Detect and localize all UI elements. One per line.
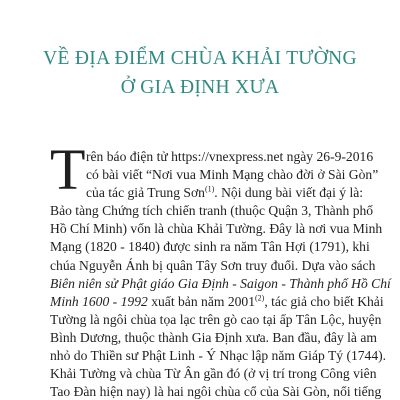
drop-cap: T bbox=[50, 137, 86, 202]
paragraph-line bbox=[50, 293, 384, 311]
paragraph-line: Tao Đàn hiện nay) là hai ngôi chùa cổ của Sài Gòn, nổi tiếng bbox=[50, 384, 382, 400]
paragraph-line: Tường là ngôi chùa tọa lạc trên gò cao tại ấp Tân Lộc, huyện bbox=[50, 311, 382, 327]
paragraph-line: có bài viết “Nơi vua Minh Mạng chào đời ở Sài Gòn” bbox=[86, 167, 379, 183]
paragraph-line: Hồ Chí Minh) vốn là chùa Khải Tường. Đây là nơi vua Minh bbox=[50, 221, 383, 237]
body-paragraph bbox=[50, 148, 391, 400]
paragraph-line: Bình Dương, thuộc thành Gia Định xưa. Ban đầu, đây là am bbox=[50, 329, 377, 345]
paragraph-line: Mạng (1820 - 1840) được sinh ra năm Tân Hợi (1791), khi bbox=[50, 239, 370, 255]
paragraph-line: chúa Nguyễn Ánh bị quân Tây Sơn truy đuổi. Dựa vào sách bbox=[50, 257, 376, 273]
paragraph-line bbox=[50, 275, 391, 293]
chapter-title-line-2: Ở GIA ĐỊNH XƯA bbox=[120, 77, 280, 98]
footnote-ref-2[interactable]: (2) bbox=[255, 293, 265, 303]
chapter-title bbox=[0, 44, 400, 102]
paragraph-text: của tác giả Trung Sơn bbox=[86, 185, 205, 201]
book-title-italic: Biên niên sử Phật giáo Gia Định - Saigon - Thành phố Hồ Chí bbox=[50, 275, 391, 291]
paragraph-line: rên báo điện tử https://vnexpress.net ngày 26-9-2016 bbox=[86, 149, 374, 164]
footnote-ref-1[interactable]: (1) bbox=[204, 184, 215, 194]
paragraph-text: xuất bản năm 2001 bbox=[147, 293, 256, 309]
paragraph-text: . Nội dung bài viết đại ý là: bbox=[214, 185, 364, 201]
paragraph-line: nhỏ do Thiền sư Phật Linh - Ý Nhạc lập năm Giáp Tý (1744). bbox=[50, 348, 387, 364]
paragraph-line: Bảo tàng Chứng tích chiến tranh (thuộc Quận 3, Thành phố bbox=[50, 203, 374, 219]
paragraph-line: Khải Tường và chùa Từ Ân gần đó (ở vị trí trong Công viên bbox=[50, 366, 377, 382]
chapter-title-line-1: VỀ ĐỊA ĐIỂM CHÙA KHẢI TƯỜNG bbox=[43, 48, 357, 69]
paragraph-line bbox=[50, 184, 370, 202]
paragraph-text: , tác giả cho biết Khải bbox=[264, 293, 384, 309]
book-title-italic: Minh 1600 - 1992 bbox=[50, 293, 148, 309]
